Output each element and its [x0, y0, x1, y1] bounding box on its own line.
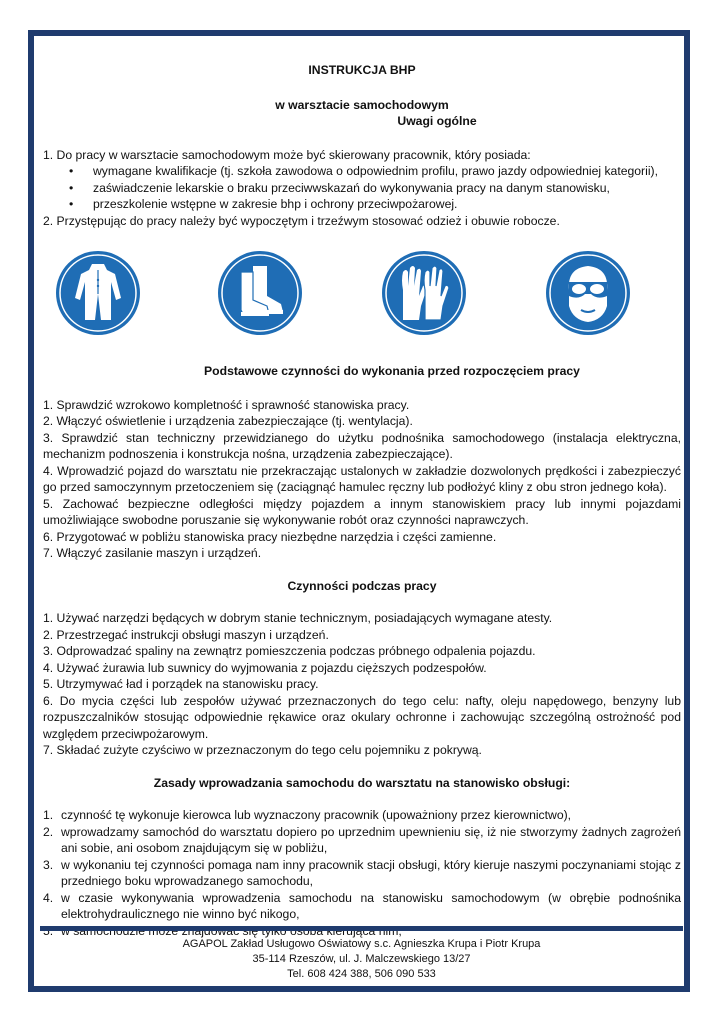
general-point-2: 2. Przystępując do pracy należy być wypoczętym i trzeźwym stosować odzież i obuwie robocze. — [43, 213, 560, 228]
item-text: w wykonaniu tej czynności pomaga nam inny pracownik stacji obsługi, który kieruje naszymi poczynaniami stojąc z przedniego boku wprowadzanego samochodu, — [61, 857, 681, 888]
during-work-heading: Czynności podczas pracy — [287, 578, 437, 593]
footer-divider — [40, 926, 683, 931]
item-number: 1. — [43, 808, 54, 822]
vehicle-intro-heading: Zasady wprowadzania samochodu do warsztatu na stanowisko obsługi: — [153, 775, 571, 790]
general-heading: Uwagi ogólne — [397, 114, 477, 128]
list-item — [43, 890, 681, 923]
list-item — [43, 857, 681, 890]
item-number: 3. — [43, 857, 54, 872]
document-body — [43, 58, 681, 939]
list-item — [43, 824, 681, 857]
list-item: 2. Włączyć oświetlenie i urządzenia zabezpieczające (tj. wentylacja). — [43, 414, 413, 428]
protective-suit-icon — [55, 250, 141, 336]
vehicle-intro-list — [43, 807, 681, 939]
item-text: wprowadzamy samochód do warsztatu dopiero po uprzednim upewnieniu się, iż nie stworzymy żadnych zagrożeń ani sobie, ani osobom znajdującym się w pobliżu, — [61, 824, 681, 855]
list-item: 3. Sprawdzić stan techniczny przewidzianego do użytku podnośnika samochodowego (instalacja elektryczna, mechanizm podnoszenia i konstrukcja nośna, urządzenia zabezpieczające). — [43, 430, 681, 461]
during-work-list — [43, 610, 681, 759]
list-item: 6. Do mycia części lub zespołów używać przeznaczonych do tego celu: nafty, oleju napędowego, benzyny lub rozpuszczalników stosując odpowiednie rękawice oraz okulary ochronne i zachowując szczególną ostrożność pod względem przeciwpożarowym. — [43, 693, 681, 741]
list-item: 1. Sprawdzić wzrokowo kompletność i sprawność stanowiska pracy. — [43, 397, 410, 412]
list-item: • wymagane kwalifikacje (tj. szkoła zawodowa o odpowiednim profilu, prawo jazdy odpowiedniej kategorii), — [93, 163, 681, 180]
footer — [40, 937, 683, 982]
list-item: 2. Przestrzegać instrukcji obsługi maszyn i urządzeń. — [43, 627, 329, 642]
item-number: 2. — [43, 824, 54, 839]
item-number: 4. — [43, 890, 54, 905]
footer-address: 35-114 Rzeszów, ul. J. Malczewskiego 13/27 — [252, 953, 471, 965]
list-item: 7. Włączyć zasilanie maszyn i urządzeń. — [43, 546, 262, 560]
list-item: • zaświadczenie lekarskie o braku przeciwwskazań do wykonywania pracy na danym stanowisku, — [93, 180, 681, 197]
footer-company: AGAPOL Zakład Usługowo Oświatowy s.c. Agnieszka Krupa i Piotr Krupa — [182, 938, 541, 950]
list-item: 7. Składać zużyte czyściwo w przeznaczonym do tego celu pojemniku z pokrywą. — [43, 743, 482, 757]
list-item: 4. Wprowadzić pojazd do warsztatu nie przekraczając ustalonych w zakładzie dozwolonych prędkości i zabezpieczyć go przed samoczynnym przetoczeniem się (zaciągnąć hamulec ręczny lub podłożyć kliny z obu stron jednego koła). — [43, 463, 681, 494]
item-text: czynność tę wykonuje kierowca lub wyznaczony pracownik (upoważniony przez kierownictwo), — [61, 808, 572, 822]
list-item: 5. Zachować bezpieczne odległości między pojazdem a innym stanowiskiem pracy lub innymi pojazdami umożliwiające swobodne poruszanie się wykonywanie robót oraz czynności naprawczych. — [43, 496, 681, 527]
list-item: 4. Używać żurawia lub suwnicy do wyjmowania z pojazdu cięższych podzespołów. — [43, 660, 487, 675]
general-point-1: 1. Do pracy w warsztacie samochodowym może być skierowany pracownik, który posiada: — [43, 147, 531, 162]
before-work-heading: Podstawowe czynności do wykonania przed rozpoczęciem pracy — [204, 364, 580, 378]
footer-phone: Tel. 608 424 388, 506 090 533 — [287, 968, 436, 980]
list-item: • przeszkolenie wstępne w zakresie bhp i ochrony przeciwpożarowej. — [93, 196, 681, 213]
list-item: 5. Utrzymywać ład i porządek na stanowisku pracy. — [43, 677, 319, 691]
list-item: 1. Używać narzędzi będących w dobrym stanie technicznym, posiadających wymagane atesty. — [43, 611, 553, 625]
document-title: INSTRUKCJA BHP — [308, 63, 416, 77]
list-item — [43, 807, 681, 824]
safety-goggles-icon — [545, 250, 631, 336]
list-item: 3. Odprowadzać spaliny na zewnątrz pomieszczenia podczas próbnego odpalenia pojazdu. — [43, 644, 536, 658]
item-text: w czasie wykonywania wprowadzenia samochodu na stanowisku samochodowym (w obrębie podnośnika elektrohydraulicznego nie winno być nikogo, — [61, 890, 681, 921]
before-work-list — [43, 397, 681, 562]
qualifications-list — [43, 163, 681, 213]
document-subtitle: w warsztacie samochodowym — [275, 97, 449, 112]
safety-pictograms — [55, 250, 635, 340]
list-item: 6. Przygotować w pobliżu stanowiska pracy niezbędne narzędzia i części zamienne. — [43, 529, 497, 544]
safety-boots-icon — [217, 250, 303, 336]
protective-gloves-icon — [381, 250, 467, 336]
